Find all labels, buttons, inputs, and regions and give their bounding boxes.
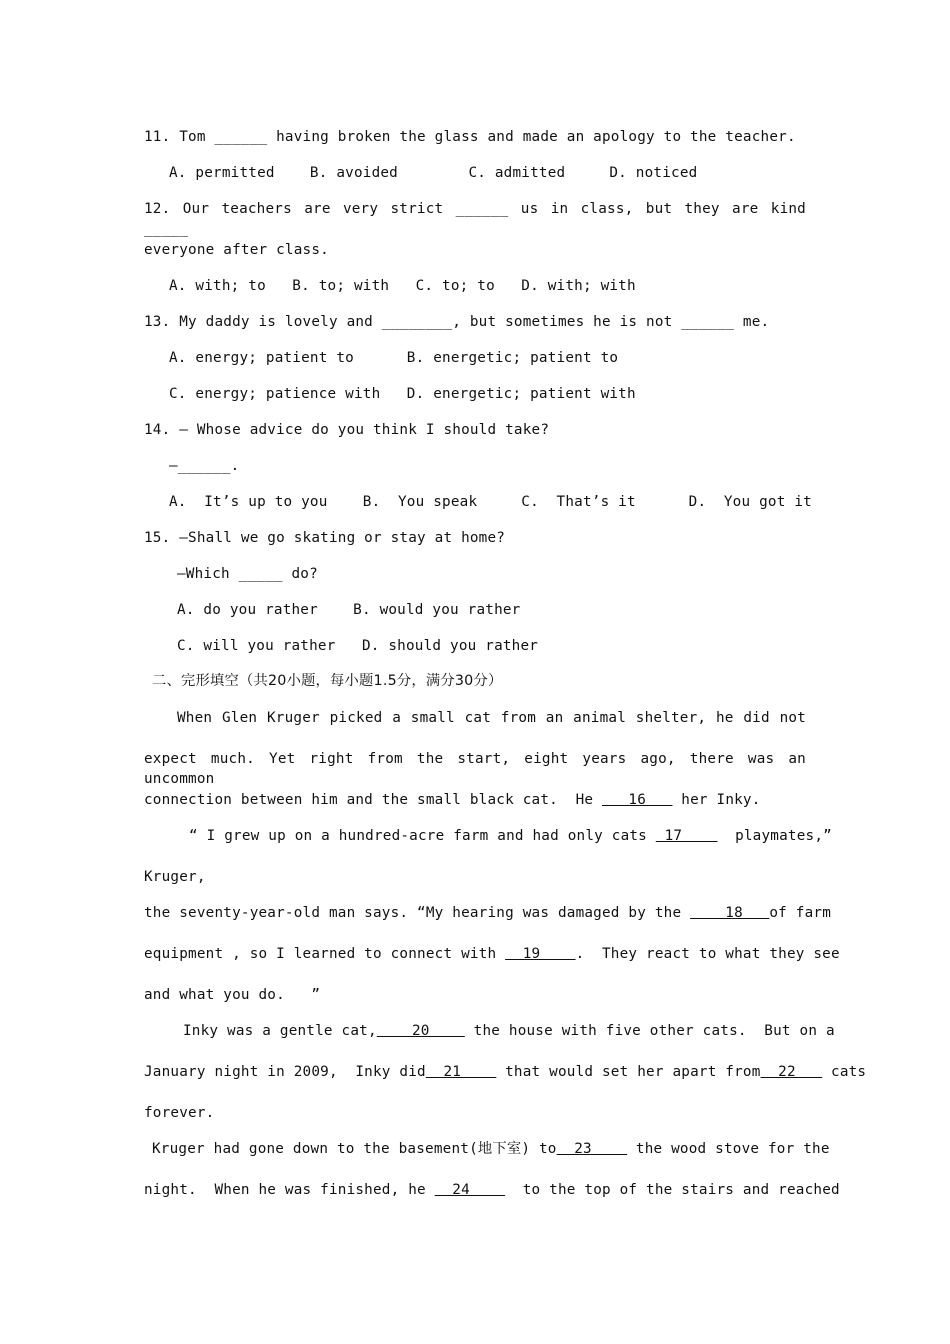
question-12-stem-cont: everyone after class. xyxy=(144,242,329,258)
passage-line: Kruger, xyxy=(144,869,206,885)
passage-text: Inky was a gentle cat, xyxy=(183,1023,377,1039)
passage-text: . They react to what they see xyxy=(575,946,840,962)
blank-17: 17 xyxy=(655,828,718,844)
blank-21: 21 xyxy=(425,1064,497,1080)
passage-text: Kruger had gone down to the basement(地下室) to xyxy=(152,1141,557,1157)
passage-line xyxy=(144,1062,867,1082)
passage-text: equipment , so I learned to connect with xyxy=(144,946,506,962)
passage-text: of farm xyxy=(769,905,831,921)
passage-text: the house with five other cats. But on a xyxy=(464,1023,835,1039)
question-14-options: A. It’s up to you B. You speak C. That’s it D. You got it xyxy=(169,494,812,510)
question-15-options-a: A. do you rather B. would you rather xyxy=(177,602,521,618)
passage-text: the wood stove for the xyxy=(627,1141,830,1157)
blank-24: 24 xyxy=(434,1182,506,1198)
passage-line: When Glen Kruger picked a small cat from an animal shelter, he did not xyxy=(177,710,806,726)
blank-19: 19 xyxy=(505,946,576,962)
passage-text: connection between him and the small black cat. He xyxy=(144,792,602,808)
question-13-options-b: C. energy; patience with D. energetic; patient with xyxy=(169,386,636,402)
passage-text: the seventy-year-old man says. “My hearing was damaged by the xyxy=(144,905,691,921)
passage-text: playmates,” xyxy=(717,828,832,844)
passage-line xyxy=(152,1139,830,1159)
question-13-stem: 13. My daddy is lovely and ________, but sometimes he is not ______ me. xyxy=(144,314,770,330)
question-15-reply: —Which _____ do? xyxy=(177,566,318,582)
passage-line xyxy=(144,790,806,810)
blank-18: 18 xyxy=(690,905,770,921)
question-15-stem: 15. —Shall we go skating or stay at home? xyxy=(144,530,506,546)
section-heading: 二、完形填空（共20小题，每小题1.5分，满分30分） xyxy=(152,673,503,689)
blank-23: 23 xyxy=(556,1141,628,1157)
passage-text: night. When he was finished, he xyxy=(144,1182,435,1198)
passage-line xyxy=(144,1180,840,1200)
question-13-options-a: A. energy; patient to B. energetic; patient to xyxy=(169,350,619,366)
question-14-stem: 14. — Whose advice do you think I should take? xyxy=(144,422,550,438)
question-15-options-b: C. will you rather D. should you rather xyxy=(177,638,539,654)
passage-line: and what you do. ” xyxy=(144,987,321,1003)
blank-16: 16 xyxy=(602,792,673,808)
passage-text: “ I grew up on a hundred-acre farm and had only cats xyxy=(189,828,656,844)
passage-line xyxy=(189,826,832,846)
passage-line: expect much. Yet right from the start, eight years ago, there was an uncommon xyxy=(144,751,806,787)
question-12-options: A. with; to B. to; with C. to; to D. with; with xyxy=(169,278,636,294)
question-11-stem: 11. Tom ______ having broken the glass and made an apology to the teacher. xyxy=(144,129,796,145)
blank-22: 22 xyxy=(760,1064,823,1080)
passage-text: that would set her apart from xyxy=(496,1064,761,1080)
passage-line xyxy=(144,903,831,923)
question-12-stem: 12. Our teachers are very strict ______ us in class, but they are kind _____ xyxy=(144,201,806,237)
passage-line: forever. xyxy=(144,1105,215,1121)
question-14-reply: —______. xyxy=(169,458,240,474)
passage-text: to the top of the stairs and reached xyxy=(505,1182,840,1198)
blank-20: 20 xyxy=(376,1023,465,1039)
passage-text: January night in 2009, Inky did xyxy=(144,1064,426,1080)
passage-text: cats xyxy=(822,1064,867,1080)
passage-line xyxy=(183,1021,835,1041)
passage-line xyxy=(144,944,840,964)
question-11-options: A. permitted B. avoided C. admitted D. noticed xyxy=(169,165,698,181)
passage-text: her Inky. xyxy=(672,792,761,808)
